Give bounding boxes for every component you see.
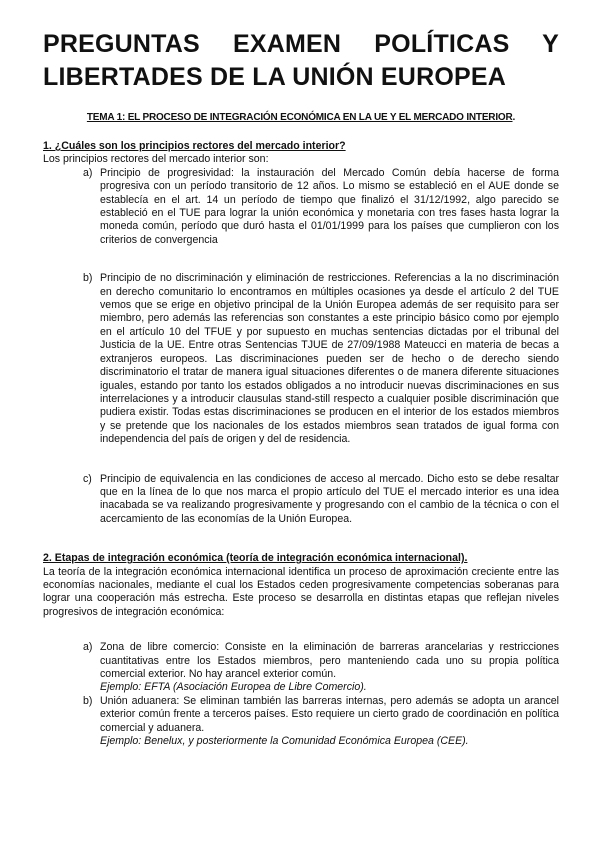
principles-list bbox=[43, 167, 559, 526]
topic-subtitle bbox=[43, 111, 559, 124]
list-item-text: Principio de no discriminación y eliminación de restricciones. Referencias a la no discriminación en derecho comunitario lo encontramos en múltiples ocasiones ya desde el artículo 2 del TUE vemos que se erige en objetivo principal de la Unión Europea además de ser requisito para ser miembro, pero además las referencias son constantes a este principio básico como por ejemplo en el artículo 10 del TFUE y por supuesto en muchas sentencias dictadas por el tribunal del Justicia de la UE. Entre otras Sentencias TJUE de 27/09/1988 Mateucci en materia de becas a extranjeros europeos. Las discriminaciones pueden ser de hecho o de derecho siendo discriminatorio el tratar de manera igual situaciones diferentes o de manera diferente situaciones iguales, estando por tanto los estados obligados a no introducir nuevas discriminaciones en sus interrelaciones y a introducir clausulas stand-still respecto a cualquier posible discriminación que pudiera existir. Todas estas discriminaciones se producen en el interior de los estados miembros y se pretende que los nacionales de los estados miembros sean tratados de igual forma con independencia del país de origen y del de residencia. bbox=[100, 272, 559, 446]
topic-subtitle-text: TEMA 1: EL PROCESO DE INTEGRACIÓN ECONÓMICA EN LA UE Y EL MERCADO INTERIOR bbox=[86, 112, 513, 123]
stages-list bbox=[43, 641, 559, 748]
list-item-text: Zona de libre comercio: Consiste en la eliminación de barreras arancelarias y restricciones cuantitativas entre los Estados miembros, pero manteniendo cada uno su propia política comercial exterior. No hay arancel exterior común. bbox=[100, 641, 559, 680]
list-item bbox=[43, 695, 559, 749]
topic-subtitle-period: . bbox=[512, 112, 516, 123]
list-marker: c) bbox=[83, 472, 92, 485]
section-intro: Los principios rectores del mercado interior son: bbox=[43, 153, 269, 166]
list-marker: b) bbox=[83, 694, 93, 707]
document-body bbox=[43, 140, 559, 748]
list-item bbox=[43, 272, 559, 446]
section-principios bbox=[43, 140, 559, 526]
list-item bbox=[43, 167, 559, 247]
section-heading: 2. Etapas de integración económica (teoría de integración económica internacional). bbox=[43, 552, 468, 565]
document-title: PREGUNTAS EXAMEN POLÍTICAS Y LIBERTADES DE LA UNIÓN EUROPEA bbox=[43, 30, 559, 91]
list-marker: a) bbox=[83, 641, 93, 654]
section-heading: 1. ¿Cuáles son los principios rectores del mercado interior? bbox=[43, 140, 346, 152]
list-marker: b) bbox=[83, 272, 93, 285]
section-intro: La teoría de la integración económica internacional identifica un proceso de aproximación creciente entre las economías nacionales, mediante el cual los Estados ceden progresivamente competencias soberanas para lograr una cooperación más estrecha. Este proceso se desarrolla en distintas etapas que reflejan niveles progresivos de integración económica: bbox=[43, 565, 559, 618]
list-item bbox=[43, 641, 559, 695]
list-item-text: Unión aduanera: Se eliminan también las barreras internas, pero además se adopta un arancel exterior común frente a terceros países. Esto requiere un cierto grado de coordinación en política comercial y aduanera. bbox=[100, 694, 559, 734]
section-etapas bbox=[43, 552, 559, 748]
list-item-text: Principio de progresividad: la instauración del Mercado Común debía hacerse de forma progresiva con un período transitorio de 12 años. Lo mismo se estableció en el AUE donde se establecía en el art. 14 un período de tiempo que finalizó el 31/12/1992, algo parecido se estableció en el TUE para lograr la unión económica y monetaria con tres fases hasta lograr la moneda común, período que duró hasta el 01/01/1999 para los países que cumplieron con los criterios de convergencia bbox=[100, 166, 559, 246]
list-marker: a) bbox=[83, 166, 93, 179]
example-note: Ejemplo: EFTA (Asociación Europea de Libre Comercio). bbox=[100, 681, 367, 694]
list-item-text: Principio de equivalencia en las condiciones de acceso al mercado. Dicho esto se debe resaltar que en la línea de lo que nos marca el propio artículo del TUE el mercado interior es una idea inacabada se va realizando progresivamente y progresando con el cambio de la técnica o con el acercamiento de las economías de la Unión Europea. bbox=[100, 472, 559, 525]
list-item bbox=[43, 473, 559, 527]
example-note: Ejemplo: Benelux, y posteriormente la Comunidad Económica Europea (CEE). bbox=[100, 735, 469, 748]
